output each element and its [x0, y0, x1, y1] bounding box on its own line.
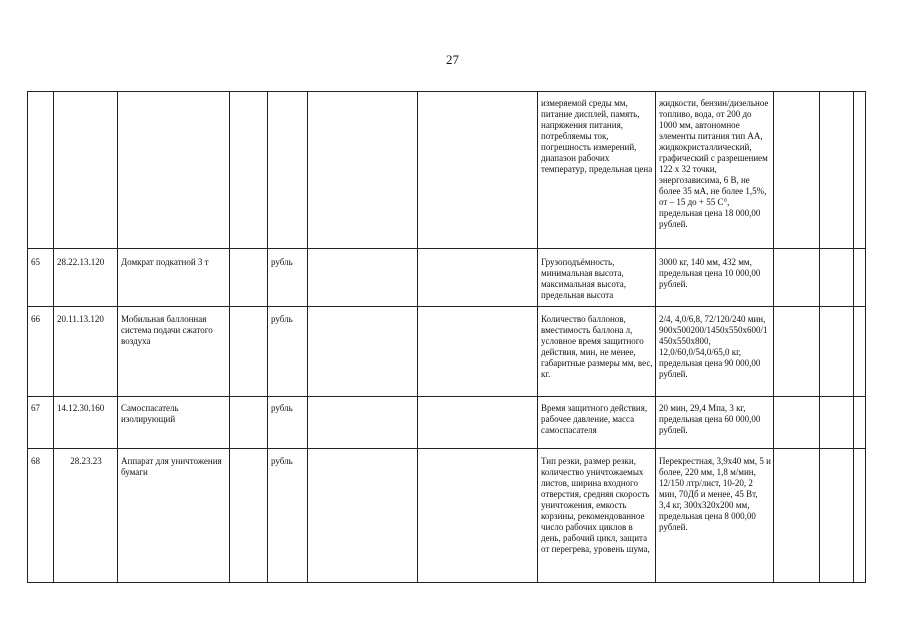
empty-cell: [774, 92, 820, 249]
values-cell: Перекрестная, 3,9х40 мм, 5 и более, 220 мм, 1,8 м/мин, 12/150 лтр/лист, 10-20, 2 мин, 70Дб и менее, 45 Вт, 3,4 кг, 300х320х200 мм, предельная цена 8 000,00 рублей.: [656, 449, 774, 583]
empty-cell: [774, 397, 820, 449]
unit-cell: рубль: [268, 397, 308, 449]
empty-cell: [820, 249, 854, 307]
empty-cell: [308, 397, 418, 449]
okpd2-code-cell: 14.12.30.160: [54, 397, 118, 449]
empty-cell: [854, 92, 866, 249]
characteristics-cell: Время защитного действия, рабочее давление, масса самоспасателя: [538, 397, 656, 449]
empty-cell: [774, 449, 820, 583]
item-name-cell: [118, 92, 230, 249]
empty-cell: [854, 397, 866, 449]
table-row: [28, 92, 866, 249]
okpd2-code-cell: 28.23.23: [54, 449, 118, 583]
empty-cell: [308, 92, 418, 249]
row-number-cell: 66: [28, 307, 54, 397]
empty-cell: [418, 449, 538, 583]
row-number-cell: 65: [28, 249, 54, 307]
table-row: [28, 397, 866, 449]
empty-cell: [418, 397, 538, 449]
empty-cell: [418, 249, 538, 307]
values-cell: жидкости, бензин/дизельное топливо, вода, от 200 до 1000 мм, автономное элементы питания тип АА, жидкокристаллический, графический с разрешением 122 х 32 точки, энергозависима, 6 В, не более 35 мА, не более 1,5%, от – 15 до + 55 С°, предельная цена 18 000,00 рублей.: [656, 92, 774, 249]
empty-cell: [854, 307, 866, 397]
item-name-cell: Самоспасатель изолирующий: [118, 397, 230, 449]
empty-cell: [820, 307, 854, 397]
empty-cell: [854, 249, 866, 307]
page-number: 27: [446, 52, 459, 67]
empty-cell: [820, 92, 854, 249]
characteristics-cell: Грузоподъёмность, минимальная высота, максимальная высота, предельная высота: [538, 249, 656, 307]
okpd2-code-cell: 28.22.13.120: [54, 249, 118, 307]
item-name-cell: Аппарат для уничтожения бумаги: [118, 449, 230, 583]
okpd2-code-cell: [54, 92, 118, 249]
unit-cell: рубль: [268, 249, 308, 307]
unit-cell: рубль: [268, 449, 308, 583]
item-name-cell: Мобильная баллонная система подачи сжатого воздуха: [118, 307, 230, 397]
empty-cell: [230, 397, 268, 449]
empty-cell: [418, 307, 538, 397]
empty-cell: [854, 449, 866, 583]
table-row: [28, 307, 866, 397]
empty-cell: [774, 249, 820, 307]
row-number-cell: 68: [28, 449, 54, 583]
table-row: [28, 249, 866, 307]
empty-cell: [774, 307, 820, 397]
table-row: [28, 449, 866, 583]
row-number-cell: 67: [28, 397, 54, 449]
empty-cell: [308, 449, 418, 583]
empty-cell: [820, 397, 854, 449]
unit-cell: [268, 92, 308, 249]
empty-cell: [418, 92, 538, 249]
empty-cell: [230, 249, 268, 307]
characteristics-cell: Количество баллонов, вместимость баллона л, условное время защитного действия, мин, не менее, габаритные размеры мм, вес, кг.: [538, 307, 656, 397]
empty-cell: [230, 307, 268, 397]
characteristics-cell: Тип резки, размер резки, количество уничтожаемых листов, ширина входного отверстия, средняя скорость уничтожения, емкость корзины, рекомендованное число рабочих циклов в день, рабочий цикл, защита от перегрева, уровень шума,: [538, 449, 656, 583]
empty-cell: [230, 92, 268, 249]
characteristics-cell: измеряемой среды мм, питание дисплей, память, напряжения питания, потребляемы ток, погрешность измерений, диапазон рабочих температур, предельная цена: [538, 92, 656, 249]
procurement-table: [27, 91, 866, 583]
empty-cell: [308, 249, 418, 307]
unit-cell: рубль: [268, 307, 308, 397]
values-cell: 20 мин, 29,4 Мпа, 3 кг, предельная цена 60 000,00 рублей.: [656, 397, 774, 449]
okpd2-code-cell: 20.11.13.120: [54, 307, 118, 397]
item-name-cell: Домкрат подкатной 3 т: [118, 249, 230, 307]
values-cell: 2/4, 4,0/6,8, 72/120/240 мин, 900х500200/1450х550х600/1450х550х800, 12,0/60,0/54,0/65,0 кг, предельная цена 90 000,00 рублей.: [656, 307, 774, 397]
row-number-cell: [28, 92, 54, 249]
empty-cell: [820, 449, 854, 583]
empty-cell: [230, 449, 268, 583]
empty-cell: [308, 307, 418, 397]
values-cell: 3000 кг, 140 мм, 432 мм, предельная цена 10 000,00 рублей.: [656, 249, 774, 307]
